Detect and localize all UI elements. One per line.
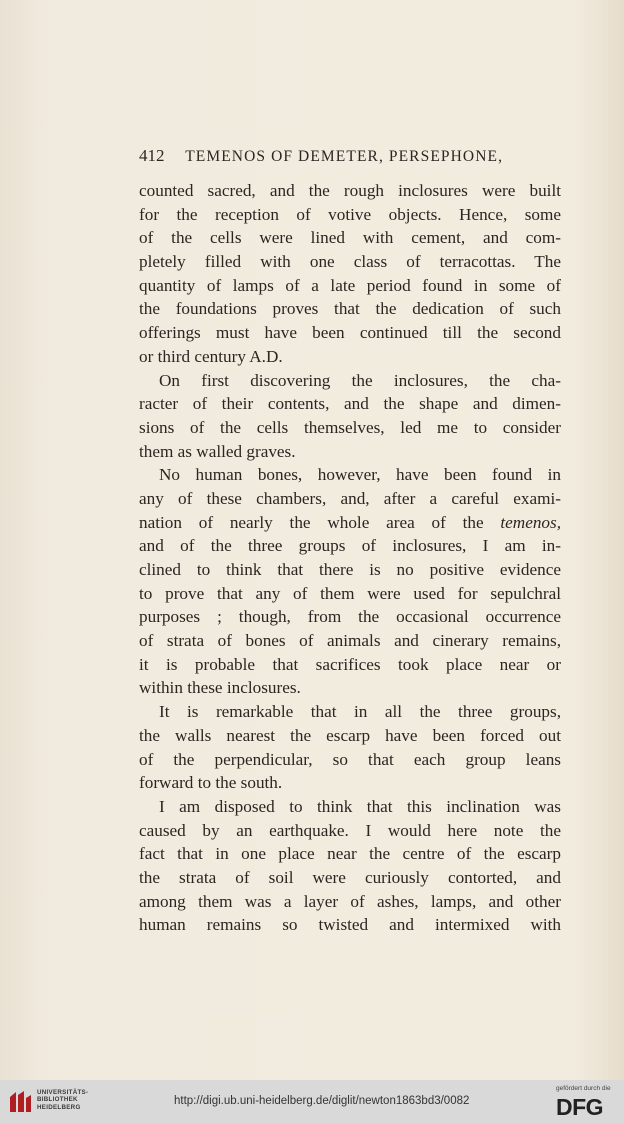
text-line: quantity of lamps of a late period found in some of <box>139 275 561 295</box>
text-line: them as walled graves. <box>139 441 296 461</box>
text-line: within these inclosures. <box>139 678 301 698</box>
text-line: for the reception of votive objects. Hence, some <box>139 204 561 224</box>
text-line: pletely filled with one class of terracottas. The <box>139 252 561 272</box>
text-line: purposes ; though, from the occasional occurrence <box>139 607 561 627</box>
page-number: 412 <box>139 146 165 165</box>
text-line: On first discovering the inclosures, the cha- <box>159 370 561 390</box>
body-text <box>139 179 561 937</box>
library-name-line: BIBLIOTHEK <box>37 1096 78 1104</box>
text-line: or third century A.D. <box>139 346 283 366</box>
text-fragment: nation of nearly the whole area of the <box>139 512 484 532</box>
running-header <box>139 146 579 166</box>
footer-bar <box>0 1080 624 1124</box>
text-line: counted sacred, and the rough inclosures were built <box>139 181 561 200</box>
text-line: racter of their contents, and the shape and dimen- <box>139 394 561 414</box>
funded-by-label: gefördert durch die <box>556 1085 611 1092</box>
text-line: the foundations proves that the dedication of such <box>139 299 561 319</box>
running-title: TEMENOS OF DEMETER, PERSEPHONE, <box>185 148 504 165</box>
permalink-url[interactable]: http://digi.ub.uni-heidelberg.de/diglit/newton1863bd3/0082 <box>174 1095 470 1107</box>
text-line: No human bones, however, have been found in <box>159 465 561 485</box>
text-line: it is probable that sacrifices took place near or <box>139 654 561 674</box>
text-line: and of the three groups of inclosures, I am in- <box>139 536 561 556</box>
text-line: any of these chambers, and, after a careful exami- <box>139 488 561 508</box>
text-line: of strata of bones of animals and cinerary remains, <box>139 631 561 651</box>
text-line: sions of the cells themselves, led me to consider <box>139 417 561 437</box>
text-line <box>139 511 561 535</box>
dfg-logo: DFG <box>556 1094 604 1120</box>
text-line: the walls nearest the escarp have been forced out <box>139 725 561 745</box>
university-logo-icon <box>7 1089 33 1115</box>
library-name <box>37 1089 88 1111</box>
library-name-line: HEIDELBERG <box>37 1103 81 1111</box>
text-line: human remains so twisted and intermixed with <box>139 915 561 935</box>
text-line: caused by an earthquake. I would here note the <box>139 820 561 840</box>
text-line: the strata of soil were curiously contorted, and <box>139 867 561 887</box>
text-line: forward to the south. <box>139 773 283 793</box>
text-line: It is remarkable that in all the three groups, <box>159 702 561 722</box>
text-line: of the perpendicular, so that each group leans <box>139 749 561 769</box>
library-name-line: UNIVERSITÄTS- <box>37 1089 89 1096</box>
text-line: fact that in one place near the centre of the escarp <box>139 844 561 864</box>
italic-term: temenos, <box>500 512 561 532</box>
text-line: clined to think that there is no positive evidence <box>139 560 561 579</box>
text-line: to prove that any of them were used for sepulchral <box>139 583 561 603</box>
text-line: of the cells were lined with cement, and com- <box>139 228 561 248</box>
text-line: offerings must have been continued till the second <box>139 323 561 343</box>
text-line: I am disposed to think that this inclination was <box>159 796 561 816</box>
text-line: among them was a layer of ashes, lamps, and other <box>139 891 561 911</box>
